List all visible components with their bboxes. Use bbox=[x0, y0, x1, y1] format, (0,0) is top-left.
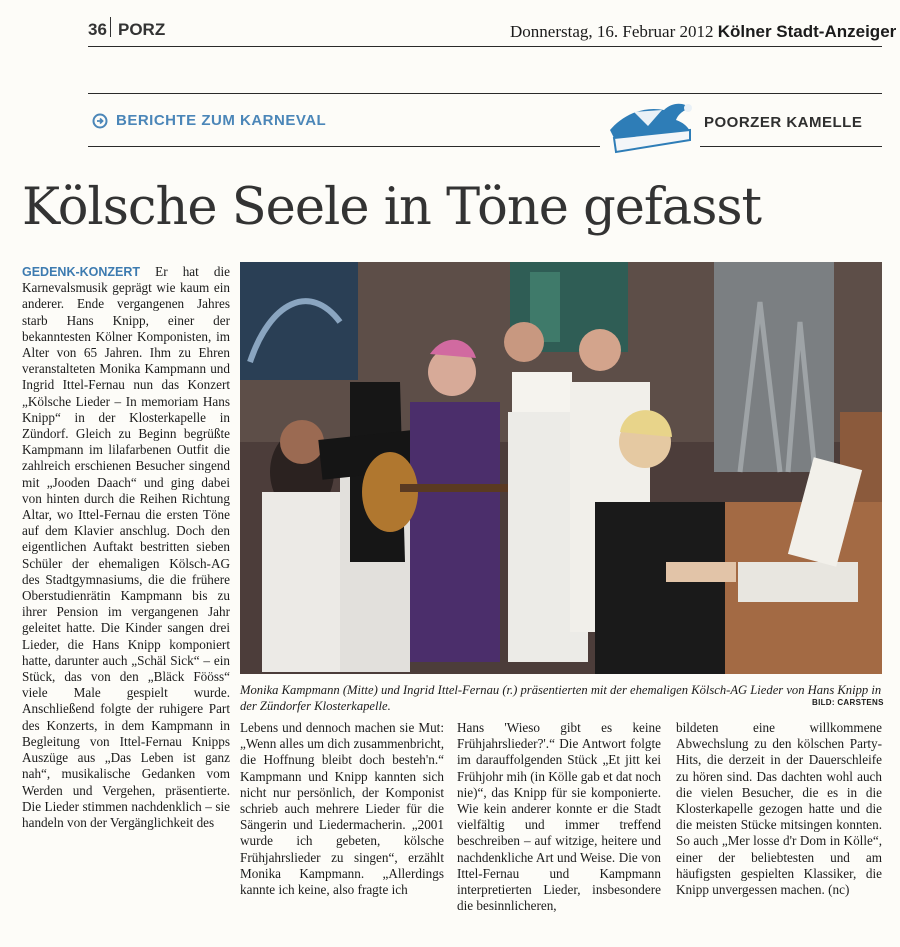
article-column-3 bbox=[457, 720, 661, 914]
article-text-4: bildeten eine willkommene Abwechslung zu den kölschen Party-Hits, die derzeit in der Dauerschleife zu hören sind. Das dachten wohl auch die vielen Besucher, die es in die Klosterkapelle gezogen hatte und die die meisten Stücke mitsingen konnten. So auch „Mer losse d'r Dom in Kölle“, einer der beliebtesten und am häufigsten gespielten Klassiker, die Knipp unvergessen machen. (nc) bbox=[676, 720, 882, 898]
header-rule bbox=[88, 46, 882, 47]
photo-credit: BILD: CARSTENS bbox=[812, 698, 884, 707]
issue-date: Donnerstag, 16. Februar 2012 bbox=[510, 22, 714, 41]
header-divider bbox=[110, 17, 111, 37]
concert-photo-drawing bbox=[240, 262, 882, 674]
article-text-3: Hans 'Wieso gibt es keine Frühjahrslieder?'.“ Die Antwort folgte im darauffolgenden Stück „Et jitt kei Frühjohr mih (in Kölle gab et dat noch nie)“, das Knipp für sie komponierte. Wie kein anderer konnte er die Stadt vielfältig und immer treffend beschreiben – auf witzige, heitere und nachdenkliche Art und Weise. Die von Ittel-Fernau und Kampmann interpretierten Lieder, insbesondere die besinnlicheren, bbox=[457, 720, 662, 914]
concert-photo bbox=[240, 262, 882, 674]
section-name: PORZ bbox=[118, 20, 166, 39]
article-column-1 bbox=[22, 264, 230, 831]
section-rule-bottom bbox=[88, 146, 600, 147]
article-column-2 bbox=[240, 720, 444, 898]
section-label-left bbox=[92, 112, 326, 129]
article-column-4 bbox=[676, 720, 882, 898]
publication-name: Kölner Stadt-Anzeiger bbox=[717, 22, 897, 41]
reports-label: BERICHTE ZUM KARNEVAL bbox=[116, 112, 327, 129]
page-number: 36 bbox=[88, 20, 107, 39]
article-headline: Kölsche Seele in Töne gefasst bbox=[22, 178, 762, 237]
circle-arrow-icon bbox=[92, 113, 108, 129]
article-text-1: Er hat die Karnevalsmusik geprägt wie kaum ein anderer. Ende vergangenen Jahres starb Hans Knipp, einer der bekanntesten Kölner Komponisten, im Alter von 65 Jahren. Ihm zu Ehren veranstalteten Monika Kampmann und Ingrid Ittel-Fernau nun das Konzert „Kölsche Lieder – In memoriam Hans Knipp“ in der Klosterkapelle in Zündorf. Gleich zu Beginn begrüßte Kampmann im lilafarbenen Outfit die zahlreich erschienen Besucher singend mit „Jooden Daach“ und ging dabei von hinten durch die Reihen Richtung Altar, wo Ittel-Fernau die ersten Töne auf dem Klavier anschlug. Doch den eigentlichen Auftakt bestritten sieben Schüler der ehemaligen Kölsch-AG des Stadtgymnasiums, die die frühere Oberstudienrätin Kampmann bis zu ihrer Pension im vergangenen Jahr geleitet hatte. Die Kinder sangen drei Lieder, die Hans Knipp komponiert hatte, darunter auch „Schäl Sick“ – ein Stück, das von den „Bläck Fööss“ viele Male gespielt wurde. Anschließend folgte der ruhigere Part des Konzerts, in dem Kampmann in Begleitung von Ittel-Fernau Knipps Auszüge aus „Das Leben ist ganz nah“, musikalische Gedanken vom Werden und Vergehen, präsentierte. Die Lieder stimmen nachdenklich – sie handeln von der Vergänglichkeit des bbox=[22, 264, 231, 830]
article-text-2: Lebens und dennoch machen sie Mut: „Wenn alles um dich zusammenbricht, die Hoffnung bleibt doch besteh'n.“ Kampmann und Knipp kannten sich nicht nur persönlich, der Komponist schrieb auch mehrere Lieder für die Sängerin und Liedermacherin. „2001 wurde ich gebeten, kölsche Frühjahrslieder zu singen“, erzählt Monika Kampmann. „Allerdings kannte ich keine, also fragte ich bbox=[240, 720, 444, 898]
section-rule-top bbox=[88, 93, 882, 94]
article-kicker: GEDENK-KONZERT bbox=[22, 265, 141, 279]
photo-caption: Monika Kampmann (Mitte) und Ingrid Ittel-Fernau (r.) präsentierten mit der ehemaligen Kölsch-AG Lieder von Hans Knipp in der Zündorfer Klosterkapelle. bbox=[240, 683, 882, 713]
section-label-right: POORZER KAMELLE bbox=[704, 114, 863, 131]
section-rule-bottom-right bbox=[700, 146, 882, 147]
jester-cap-icon bbox=[604, 96, 696, 160]
header-dateline bbox=[510, 22, 897, 42]
